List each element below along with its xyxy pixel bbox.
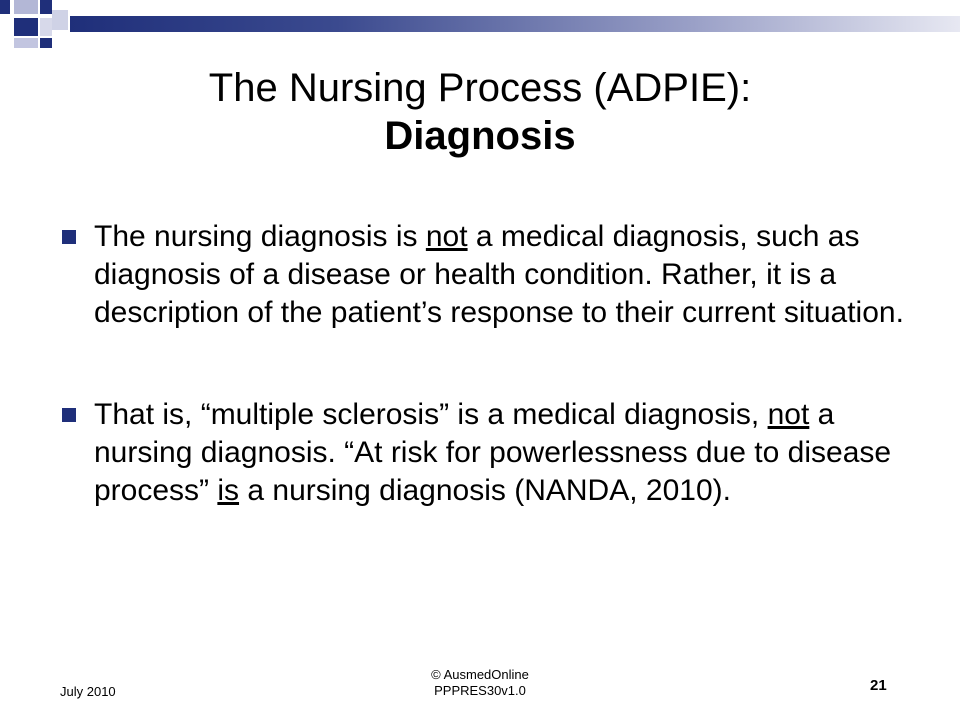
underlined-text: is [217, 474, 240, 507]
underlined-text: not [425, 220, 468, 253]
corner-square [14, 38, 38, 48]
title-line-2: Diagnosis [384, 114, 576, 158]
underlined-text: not [767, 398, 810, 431]
document-code: PPPRES30v1.0 [434, 683, 526, 698]
corner-square [52, 10, 68, 30]
bullet-text: The nursing diagnosis is [94, 220, 426, 253]
bullet-text: That is, “multiple sclerosis” is a medical diagnosis, [94, 398, 768, 431]
bullet-text: a nursing diagnosis. “At risk for powerlessness due to disease process” [94, 398, 892, 507]
corner-square [0, 0, 10, 14]
corner-square [40, 0, 52, 14]
bullet-text: a medical diagnosis, such as diagnosis of a disease or health condition. Rather, it is a description of the patient’s response to their current situation. [94, 220, 904, 329]
page-number: 21 [870, 677, 887, 694]
slide-body [60, 218, 910, 574]
slide-title [60, 64, 900, 160]
title-line-1: The Nursing Process (ADPIE): [208, 66, 752, 110]
square-bullet-icon [62, 408, 76, 422]
footer-copyright [400, 667, 560, 699]
bullet-item [60, 218, 910, 332]
bullet-text: a nursing diagnosis (NANDA, 2010). [239, 474, 731, 507]
copyright-text: © AusmedOnline [431, 667, 529, 682]
footer-date: July 2010 [60, 684, 116, 699]
corner-square [14, 18, 38, 36]
square-bullet-icon [62, 230, 76, 244]
bullet-item [60, 396, 910, 510]
corner-square [40, 18, 52, 36]
corner-square [40, 38, 52, 48]
corner-square [14, 0, 38, 14]
header-gradient-bar [70, 16, 960, 32]
